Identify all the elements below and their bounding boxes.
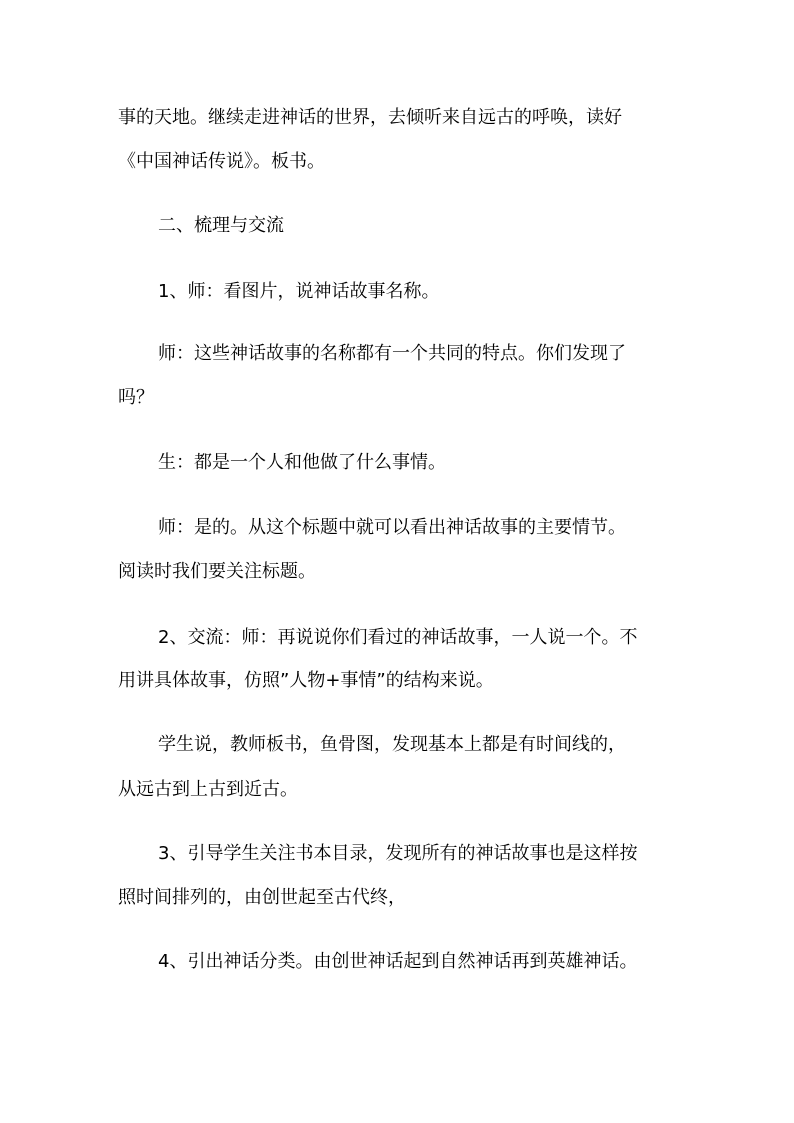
- paragraph-line: 用讲具体故事，仿照”人物+事情”的结构来说。: [118, 670, 494, 691]
- paragraph-line: 阅读时我们要关注标题。: [118, 561, 316, 582]
- paragraph-line: 照时间排列的，由创世起至古代终，: [118, 887, 406, 908]
- paragraph-line: 4、引出神话分类。由创世神话起到自然神话再到英雄神话。: [158, 951, 638, 972]
- paragraph-line: 事的天地。继续走进神话的世界，去倾听来自远古的呼唤，读好: [118, 107, 622, 128]
- section-heading: 二、梳理与交流: [158, 215, 284, 236]
- paragraph-line: 师：这些神话故事的名称都有一个共同的特点。你们发现了: [158, 343, 626, 364]
- paragraph-line: 3、引导学生关注书本目录，发现所有的神话故事也是这样按: [158, 843, 638, 864]
- paragraph-line: 师：是的。从这个标题中就可以看出神话故事的主要情节。: [158, 517, 626, 538]
- paragraph-line: 学生说，教师板书，鱼骨图，发现基本上都是有时间线的，: [158, 734, 626, 755]
- paragraph-line: 1、师：看图片，说神话故事名称。: [158, 281, 440, 302]
- paragraph-line: 生：都是一个人和他做了什么事情。: [158, 452, 446, 473]
- paragraph-line: 2、交流：师：再说说你们看过的神话故事，一人说一个。不: [158, 627, 638, 648]
- paragraph-line: 吗？: [118, 387, 154, 408]
- paragraph-line: 从远古到上古到近古。: [118, 779, 298, 800]
- paragraph-line: 《中国神话传说》。板书。: [118, 151, 325, 172]
